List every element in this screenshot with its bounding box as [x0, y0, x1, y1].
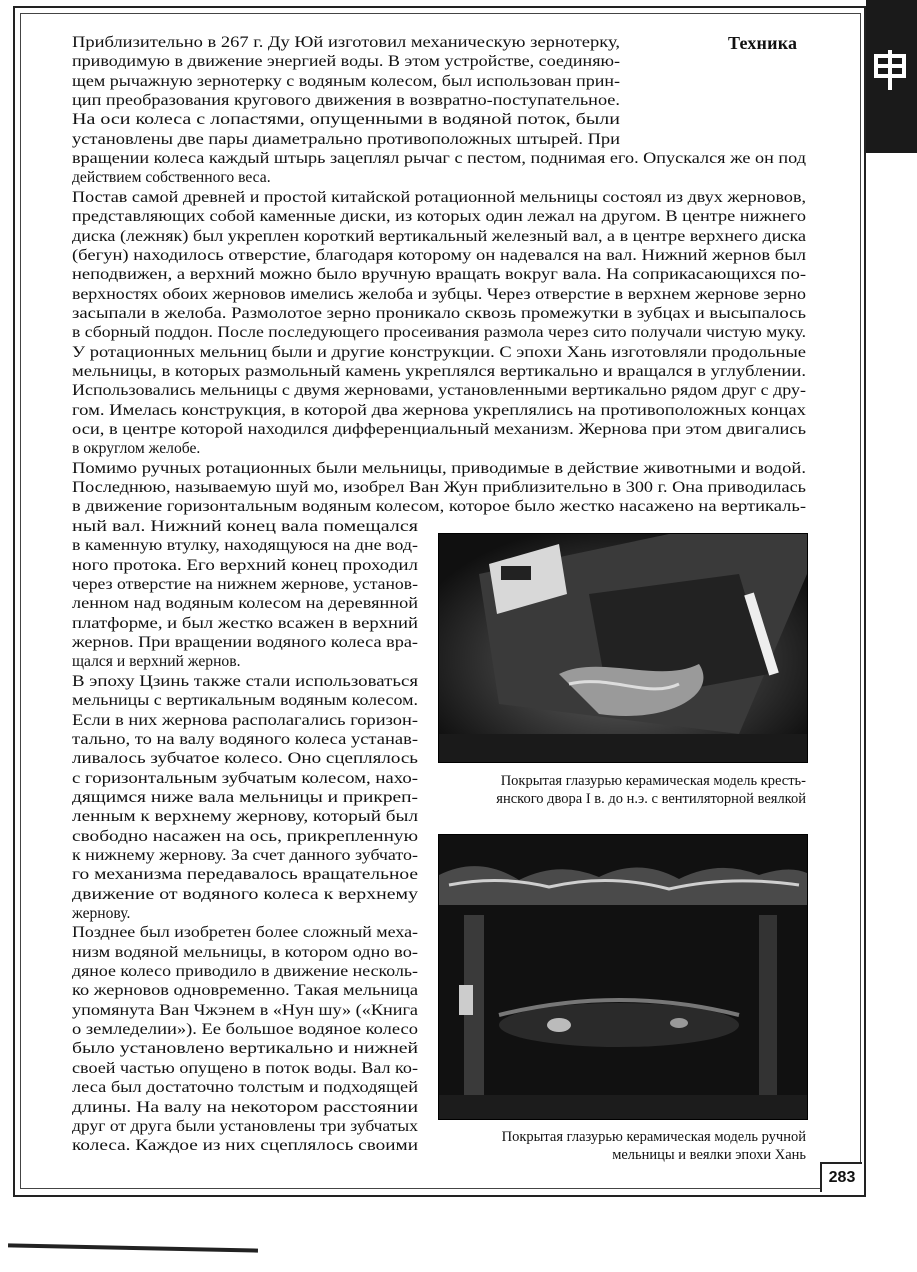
text-line: жернову. [72, 905, 131, 922]
caption-line: янского двора I в. до н.э. с вентиляторной веялкой [496, 791, 806, 807]
text-line: верхностях обоих жерновов имелись желоба и зубцы. Через отверстие в верхнем жернове зерно [72, 285, 806, 303]
text-line: Приблизительно в 267 г. Ду Юй изготовил механическую зернотерку, [72, 34, 621, 51]
photo-mill-model [438, 834, 808, 1120]
caption-line: мельницы и веялки эпохи Хань [612, 1147, 806, 1163]
caption-line: Покрытая глазурью керамическая модель ручной [501, 1129, 806, 1145]
text-line: низм водяной мельницы, в котором одно во- [72, 943, 418, 961]
text-line: было установлено вертикально и нижней [72, 1040, 419, 1058]
text-line: с горизонтальным зубчатым колесом, нахо- [72, 769, 419, 787]
text-line: Позднее был изобретен более сложный меха- [72, 924, 419, 942]
text-line: неподвижен, а верхний можно было вручную вращать вокруг вала. На соприкасающихся по- [72, 266, 807, 284]
text-line: (бегун) находилось отверстие, благодаря которому он надевался на вал. Нижний жернов был [72, 246, 806, 264]
chapter-tab-glyph-icon [868, 46, 912, 103]
text-line: В эпоху Цзинь также стали использоваться [72, 672, 418, 690]
text-line: платформе, и был жестко всажен в верхний [72, 614, 419, 632]
text-line: го механизма передавалось вращательное [72, 866, 419, 884]
text-line: свободно насажен на ось, прикрепленную [72, 827, 419, 845]
text-line: в каменную втулку, находящуюся на дне вод- [72, 537, 418, 555]
text-line: через отверстие на нижнем жернове, установ- [72, 576, 418, 594]
text-line: тально, то на валу водяного колеса устанав- [72, 730, 418, 748]
text-line: мельницы с вертикальным водяным колесом. [72, 692, 418, 710]
text-line: ленным к верхнему жернову, который был [72, 808, 419, 826]
text-line: диска (лежняк) был укреплен короткий вертикальный железный вал, а в центре верхнего диска [72, 227, 807, 245]
photo-courtyard-model [438, 533, 808, 763]
caption-line: Покрытая глазурью керамическая модель кресть- [500, 773, 806, 789]
page-number: 283 [820, 1162, 862, 1192]
text-line: ленном над водяным колесом на деревянной [72, 595, 418, 613]
text-line: жернов. При вращении водяного колеса вра- [72, 634, 419, 652]
text-line: Помимо ручных ротационных были мельницы, приводимые в действие животными и водой. [72, 459, 807, 477]
text-line: засыпали в желоба. Размолотое зерно проникало сквозь промежутки в зубцах и высыпалось [72, 304, 806, 322]
text-line: мельницы, в которых размольный камень укреплялся вертикально и вращался в углублении. [72, 362, 807, 380]
text-line: ко жерновов одновременно. Такая мельница [72, 982, 419, 1000]
photo-courtyard-caption [426, 772, 806, 808]
text-line: вращении колеса каждый штырь зацеплял рычаг с пестом, поднимая его. Опускался же он под [72, 150, 806, 168]
text-line: своей частью опущено в поток воды. Вал ко- [72, 1059, 419, 1077]
text-line: о земледелии»). Ее большое водяное колесо [72, 1021, 419, 1039]
text-line: действием собственного веса. [72, 169, 271, 187]
text-line: ливалось зубчатое колесо. Оно сцеплялось [72, 750, 419, 768]
text-line: щем рычажную зернотерку с водяным колесом, был использован прин- [72, 72, 621, 90]
text-line: Использовались мельницы с двумя жерновами, установленными вертикально рядом друг с дру- [72, 382, 806, 400]
text-line: гом. Имелась конструкция, в которой два жернова укреплялись на противоположных концах [72, 401, 806, 419]
text-line: к нижнему жернову. За счет данного зубчато- [72, 846, 418, 864]
text-line: цип преобразования кругового движения в возвратно-поступательное. [72, 92, 620, 110]
scan-artifact [8, 1243, 258, 1252]
text-line: установлены две пары диаметрально противоположных штырей. При [72, 130, 621, 148]
text-line: Если в них жернова располагались горизон- [72, 711, 418, 729]
text-line: ного протока. Его верхний конец проходил [72, 556, 418, 574]
text-line: упомянута Ван Чжэнем в «Нун шу» («Книга [72, 1001, 418, 1019]
photo-mill-caption [426, 1128, 806, 1164]
text-line: представляющих собой каменные диски, из которых один лежал на другом. В центре нижнего [72, 208, 806, 226]
text-line: дяное колесо приводило в движение несколь- [72, 963, 419, 981]
text-line: приводимую в движение энергией воды. В этом устройстве, соединяю- [72, 53, 621, 71]
text-line: оси, в центре которой находился дифференциальный механизм. Жернова при этом двигались [72, 421, 807, 438]
text-line: движение от водяного колеса к верхнему [72, 885, 418, 903]
text-line: длины. На валу на некотором расстоянии [72, 1098, 419, 1116]
text-line: в сборный поддон. После последующего просеивания размола через сито получали чистую муку. [72, 324, 806, 342]
text-line: дящимся ниже вала мельницы и прикреп- [72, 788, 419, 806]
text-line: У ротационных мельниц были и другие конструкции. С эпохи Хань изготовляли продольные [72, 343, 807, 361]
text-line: На оси колеса с лопастями, опущенными в водяной поток, были [72, 111, 621, 129]
text-line: колеса. Каждое из них сцеплялось своими [72, 1137, 419, 1155]
text-line: ный вал. Нижний конец вала помещался [72, 518, 418, 535]
text-line: в движение горизонтальным водяным колесом, которое было жестко насажено на вертикаль- [72, 498, 806, 516]
section-title: Техника [728, 33, 798, 53]
text-line: в округлом желобе. [72, 440, 201, 458]
text-line: Постав самой древней и простой китайской ротационной мельницы состоял из двух жерновов, [72, 188, 807, 206]
text-line: щался и верхний жернов. [72, 653, 241, 671]
text-line: друг от друга были установлены три зубчатых [72, 1117, 419, 1135]
text-line: Последнюю, называемую шуй мо, изобрел Ван Жун приблизительно в 300 г. Она приводилась [72, 479, 806, 497]
text-line: леса был достаточно толстым и подходящей [72, 1079, 419, 1097]
